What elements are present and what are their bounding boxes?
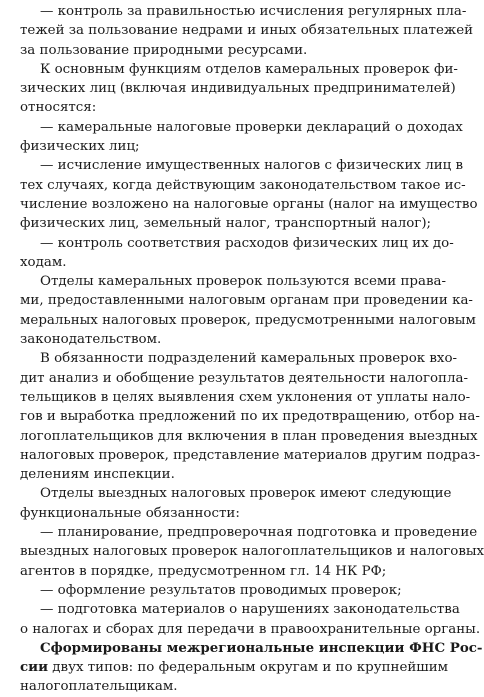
text-line: — оформление результатов проводимых проверок; bbox=[40, 582, 402, 598]
text-line: В обязанности подразделений камеральных проверок вхо- bbox=[40, 351, 458, 367]
text-line: дит анализ и обобщение результатов деятельности налогопла- bbox=[20, 370, 468, 386]
text-line: ходам. bbox=[20, 254, 67, 270]
text-line: тежей за пользование недрами и иных обязательных платежей bbox=[20, 23, 474, 39]
text-line: гов и выработка предложений по их предотвращению, отбор на- bbox=[20, 409, 480, 425]
text-line: физических лиц; bbox=[20, 139, 140, 155]
text-line: К основным функциям отделов камеральных проверок фи- bbox=[40, 61, 458, 77]
text-line: о налогах и сборах для передачи в правоохранительные органы. bbox=[20, 621, 481, 637]
text-line: — контроль за правильностью исчисления регулярных пла- bbox=[40, 4, 467, 19]
text-line: — камеральные налоговые проверки деклараций о доходах bbox=[40, 119, 463, 135]
text-line: налогоплательщикам. bbox=[20, 679, 178, 695]
text-line: — контроль соответствия расходов физических лиц их до- bbox=[40, 235, 454, 251]
bold-text: сии bbox=[20, 659, 49, 676]
text-line: выездных налоговых проверок налогоплательщиков и налоговых bbox=[20, 544, 484, 560]
text-line: — подготовка материалов о нарушениях законодательства bbox=[40, 602, 460, 618]
text-line: относятся: bbox=[20, 100, 97, 116]
line-text: двух типов: по федеральным округам и по крупнейшим bbox=[48, 660, 449, 676]
bold-text: Сформированы межрегиональные инспекции ФНС Рос- bbox=[40, 639, 483, 656]
text-line: — исчисление имущественных налогов с физических лиц в bbox=[40, 158, 464, 174]
text-line: ми, предоставленными налоговым органам при проведении ка- bbox=[20, 293, 473, 309]
text-line: физических лиц, земельный налог, транспортный налог); bbox=[20, 216, 432, 232]
text-line: агентов в порядке, предусмотренном гл. 14 НК РФ; bbox=[20, 563, 387, 579]
text-line: Отделы камеральных проверок пользуются всеми права- bbox=[40, 274, 447, 290]
text-line: налоговых проверок, представление материалов другим подраз- bbox=[20, 447, 481, 463]
text-line: Отделы выездных налоговых проверок имеют следующие bbox=[40, 486, 452, 502]
text-line: делениям инспекции. bbox=[20, 467, 175, 483]
text-line: законодательством. bbox=[20, 332, 162, 348]
text-line: — планирование, предпроверочная подготовка и проведение bbox=[40, 525, 478, 541]
text-line bbox=[20, 639, 483, 658]
text-line: тельщиков в целях выявления схем уклонения от уплаты нало- bbox=[20, 389, 471, 405]
text-line: меральных налоговых проверок, предусмотренными налоговым bbox=[20, 312, 476, 328]
text-line: логоплательщиков для включения в план проведения выездных bbox=[20, 428, 478, 444]
text-line bbox=[20, 658, 449, 677]
text-line: числение возложено на налоговые органы (налог на имущество bbox=[20, 196, 478, 212]
text-line: функциональные обязанности: bbox=[20, 505, 240, 521]
text-line: за пользование природными ресурсами. bbox=[20, 42, 308, 58]
text-line: тех случаях, когда действующим законодательством такое ис- bbox=[20, 177, 466, 193]
text-line: зических лиц (включая индивидуальных предпринимателей) bbox=[20, 81, 456, 97]
